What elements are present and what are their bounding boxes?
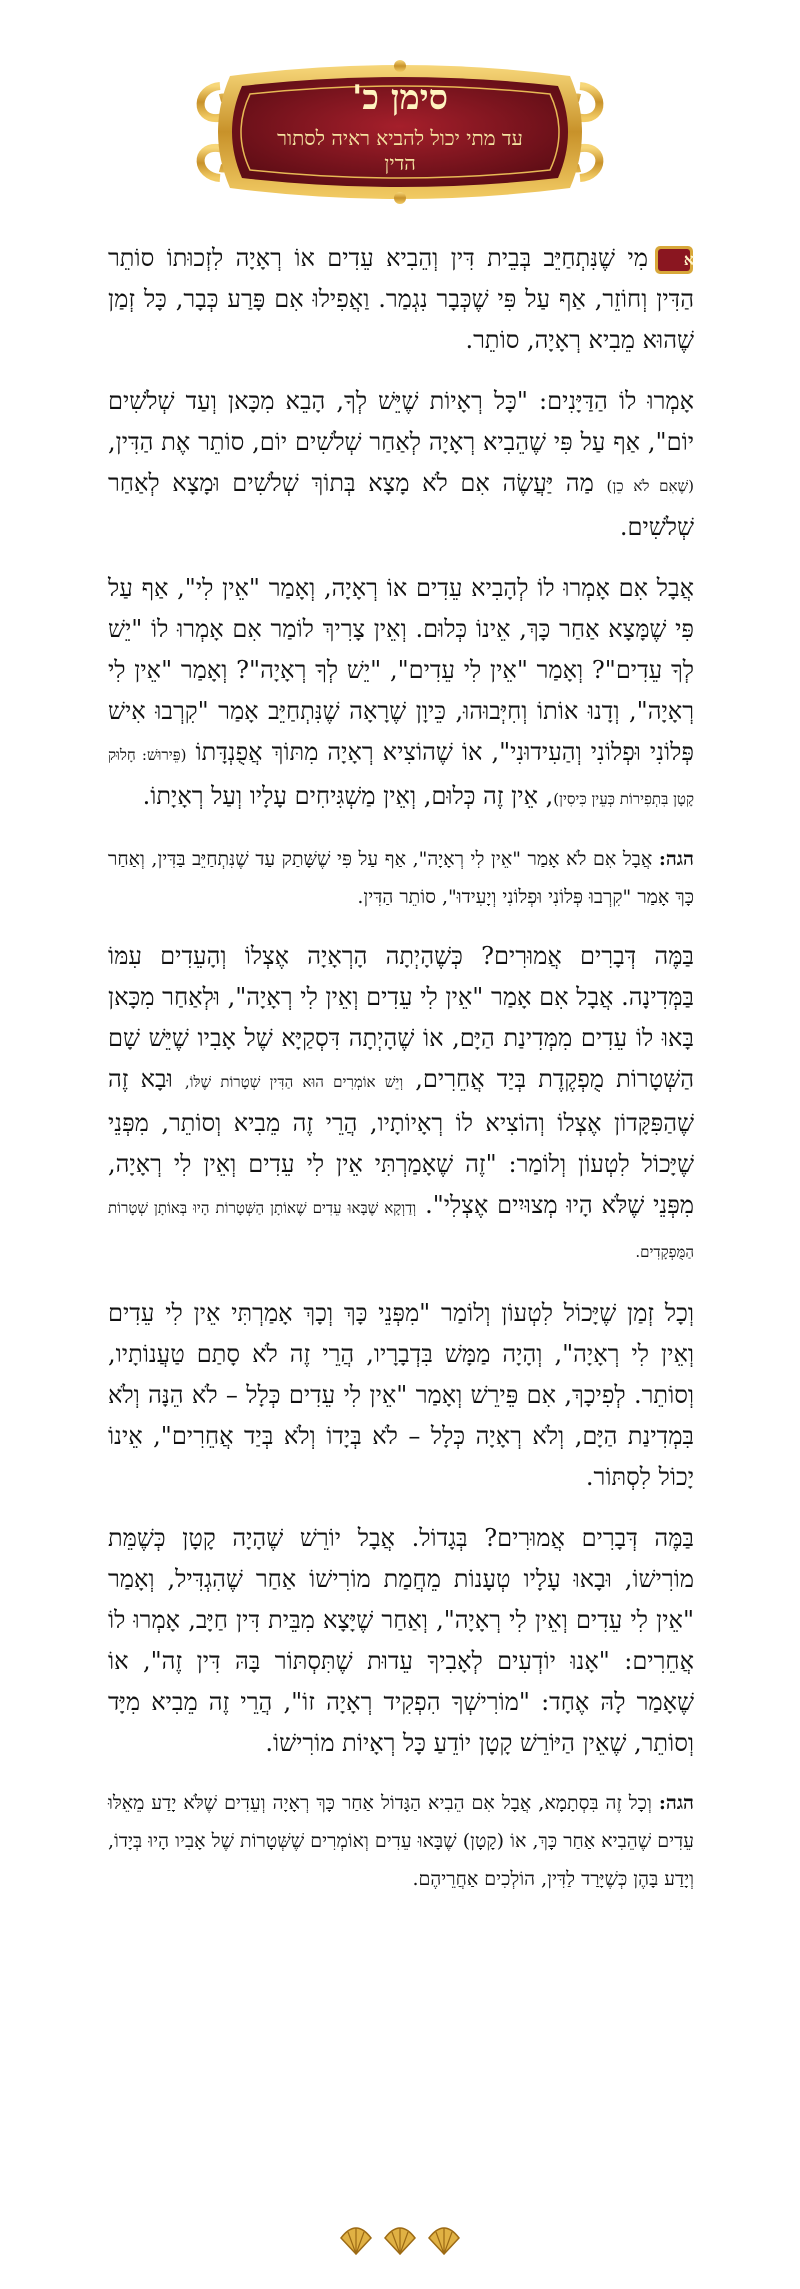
hagah-label: הגה: bbox=[658, 848, 694, 870]
paragraph-text: אֲבָל אִם אָמְרוּ לוֹ לְהָבִיא עֵדִים אוֹ רְאָיָה, וְאָמַר "אֵין לִי", אַף עַל פִּי שֶׁמָּצָא אַחַר כָּךְ, אֵינוֹ כְּלוּם. וְאֵין צָרִיךְ לוֹמַר אִם אָמְרוּ לוֹ "יֵשׁ לְךָ עֵדִים"? וְאָמַר "אֵין לִי עֵדִים", "יֵשׁ לְךָ רְאָיָה"? וְאָמַר "אֵין לִי רְאָיָה", וְדָנוּ אוֹתוֹ וְחִיְּבוּהוּ, כֵּיוָן שֶׁרָאָה שֶׁנִּתְחַיֵּב אָמַר "קִרְבוּ אִישׁ פְּלוֹנִי וּפְלוֹנִי וְהַעִידוּנִי", אוֹ שֶׁהוֹצִיא רְאָיָה מִתּוֹךְ אֲפֻנְדָּתוֹ bbox=[108, 574, 694, 766]
hagah-text: וְכָל זֶה בִּסְתָמָא, אֲבָל אִם הֵבִיא הַגָּדוֹל אַחַר כָּךְ רְאָיָה וְעֵדִים שֶׁלֹּא יָדַע מֵאֵלּוּ עֵדִים שֶׁהֵבִיא אַחַר כָּךְ, אוֹ bbox=[108, 1792, 694, 1852]
paragraph-text: מִי שֶׁנִּתְחַיֵּב בְּבֵית דִּין וְהֵבִיא עֵדִים אוֹ רְאָיָה לִזְכוּתוֹ סוֹתֵר הַדִּין וְחוֹזֵר, אַף עַל פִּי שֶׁכְּבָר נִגְמַר. וַאֲפִילוּ אִם פָּרַע כְּבָר, כָּל זְמַן שֶׁהוּא מֵבִיא רְאָיָה, סוֹתֵר. bbox=[108, 244, 694, 354]
shell-icon bbox=[338, 2224, 374, 2256]
paragraph-3 bbox=[108, 568, 694, 820]
paragraph-text: וְכָל זְמַן שֶׁיָּכוֹל לִטְעוֹן וְלוֹמַר "מִפְּנֵי כָּךְ וְכָךְ אָמַרְתִּי אֵין לִי עֵדִים וְאֵין לִי רְאָיָה", וְהָיָה מַמָּשׁ בִּדְבָרָיו, הֲרֵי זֶה לֹא סָתַם טַעֲנוֹתָיו, וְסוֹתֵר. לְפִיכָךְ, אִם פֵּירֵשׁ וְאָמַר "אֵין לִי עֵדִים כְּלָל – לֹא הֵנָּה וְלֹא בִּמְדִינַת הַיָּם, וְלֹא רְאָיָה כְּלָל – לֹא בְּיָדוֹ וְלֹא בְּיַד אֲחֵרִים", אֵינוֹ יָכוֹל לִסְתּוֹר. bbox=[108, 1299, 695, 1491]
paragraph-6 bbox=[108, 1518, 694, 1764]
paragraph-5 bbox=[108, 1293, 694, 1498]
paragraph-text: מַה יַּעֲשֶׂה אִם לֹא מָצָא בְּתוֹךְ שְׁלֹשִׁים וּמָצָא לְאַחַר שְׁלֹשִׁים. bbox=[108, 469, 694, 541]
chapter-banner bbox=[190, 58, 610, 206]
paragraph-2 bbox=[108, 381, 694, 548]
inline-note: (שֶׁאִם לֹא כֵן) bbox=[606, 477, 694, 495]
chapter-subtitle: עד מתי יכול להביא ראיה לסתור הדין bbox=[277, 126, 523, 175]
inline-note: (פֵּירוּשׁ: חָלוּק קָטָן בִּתְפִירוֹת כְּעֵין כִּיסִין) bbox=[108, 746, 694, 808]
shell-icon bbox=[426, 2224, 462, 2256]
paragraph-text: בַּמֶּה דְּבָרִים אֲמוּרִים? כְּשֶׁהָיְתָה הָרְאָיָה אֶצְלוֹ וְהָעֵדִים עִמּוֹ בַּמְּדִינָה. אֲבָל אִם אָמַר "אֵין לִי עֵדִים וְאֵין לִי רְאָיָה", וּלְאַחַר מִכָּאן בָּאוּ לוֹ עֵדִים מִמְּדִינַת הַיָּם, אוֹ שֶׁהָיְתָה דִּסְקַיָּא שֶׁל אָבִיו שֶׁיֵּשׁ שָׁם הַשְּׁטָרוֹת מֻפְקֶדֶת בְּיַד אֲחֵרִים, bbox=[108, 942, 694, 1093]
hagah-text: שֶׁבָּאוּ עֵדִים וְאוֹמְרִים שֶׁשְּׁטָרוֹת שֶׁל אָבִיו הָיוּ בְּיָדוֹ, וְיָדַע בָּהֶן כְּשֶׁיָּרַד לַדִּין, הוֹלְכִים אַחֲרֵיהֶם. bbox=[108, 1830, 694, 1890]
paragraph-text: , אֵין זֶה כְּלוּם, וְאֵין מַשְׁגִּיחִים עָלָיו וְעַל רְאָיָתוֹ. bbox=[142, 782, 554, 810]
paragraph-4 bbox=[108, 936, 694, 1273]
paragraph-text: וּבָא זֶה שֶׁהַפִּקָּדוֹן אֶצְלוֹ וְהוֹצִיא לוֹ רְאָיוֹתָיו, הֲרֵי זֶה מֵבִיא וְסוֹתֵר, מִפְּנֵי שֶׁיָּכוֹל לִטְעוֹן וְלוֹמַר: "זֶה שֶׁאָמַרְתִּי אֵין לִי עֵדִים וְאֵין לִי רְאָיָה, מִפְּנֵי שֶׁלֹּא הָיוּ מְצוּיִים אֶצְלִי". bbox=[108, 1065, 694, 1219]
inline-note: וְדַוְקָא שֶׁבָּאוּ עֵדִים שֶׁאוֹתָן הַשְּׁטָרוֹת הָיוּ בְּאוֹתָן שְׁטָרוֹת הַמֻּפְקָדִים. bbox=[108, 1199, 694, 1261]
chapter-title: סימן כ' bbox=[352, 78, 448, 118]
paragraph-text: בַּמֶּה דְּבָרִים אֲמוּרִים? בְּגָדוֹל. אֲבָל יוֹרֵשׁ שֶׁהָיָה קָטָן כְּשֶׁמֵּת מוֹרִישׁוֹ, וּבָאוּ עָלָיו טְעָנוֹת מֵחֲמַת מוֹרִישׁוֹ אַחַר שֶׁהִגְדִּיל, וְאָמַר "אֵין לִי עֵדִים וְאֵין לִי רְאָיָה", וְאַחַר שֶׁיָּצָא מִבֵּית דִּין חַיָּב, אָמְרוּ לוֹ אֲחֵרִים: "אָנוּ יוֹדְעִים לְאָבִיךָ עֵדוּת שֶׁתִּסְתּוֹר בָּהּ דִּין זֶה", אוֹ שֶׁאָמַר לָהּ אֶחָד: "מוֹרִישְׁךָ הִפְקִיד רְאָיָה זוֹ", הֲרֵי זֶה מֵבִיא מִיָּד וְסוֹתֵר, שֶׁאֵין הַיּוֹרֵשׁ קָטָן יוֹדֵעַ כָּל רְאָיוֹת מוֹרִישׁוֹ. bbox=[108, 1524, 694, 1757]
paragraph-1 bbox=[108, 238, 694, 361]
hagah-note-2 bbox=[108, 1784, 694, 1898]
footer-ornament bbox=[338, 2224, 462, 2258]
hagah-text: אֲבָל אִם לֹא אָמַר "אֵין לִי רְאָיָה", אַף עַל פִּי שֶׁשָּׁתַק עַד שֶׁנִּתְחַיֵּב בַּדִּין, וְאַחַר כָּךְ אָמַר "קִרְבוּ פְּלוֹנִי וּפְלוֹנִי וְיָעִידוּ", סוֹתֵר הַדִּין. bbox=[108, 848, 694, 908]
hagah-label: הגה: bbox=[658, 1792, 694, 1814]
halacha-text bbox=[108, 238, 694, 1918]
inline-note: וְיֵשׁ אוֹמְרִים הוּא הַדִּין שְׁטָרוֹת שֶׁלּוֹ, bbox=[184, 1073, 404, 1091]
paragraph-text: אָמְרוּ לוֹ הַדַּיָּנִים: "כָּל רְאָיוֹת שֶׁיֵּשׁ לְךָ, הָבֵא מִכָּאן וְעַד שְׁלֹשִׁים יוֹם", אַף עַל פִּי שֶׁהֵבִיא רְאָיָה לְאַחַר שְׁלֹשִׁים יוֹם, סוֹתֵר אֶת הַדִּין, bbox=[108, 387, 694, 456]
shell-icon bbox=[382, 2224, 418, 2256]
inline-note: (קָטָן) bbox=[462, 1830, 505, 1852]
seif-letter-badge: א bbox=[654, 245, 694, 275]
hagah-note-1 bbox=[108, 840, 694, 916]
